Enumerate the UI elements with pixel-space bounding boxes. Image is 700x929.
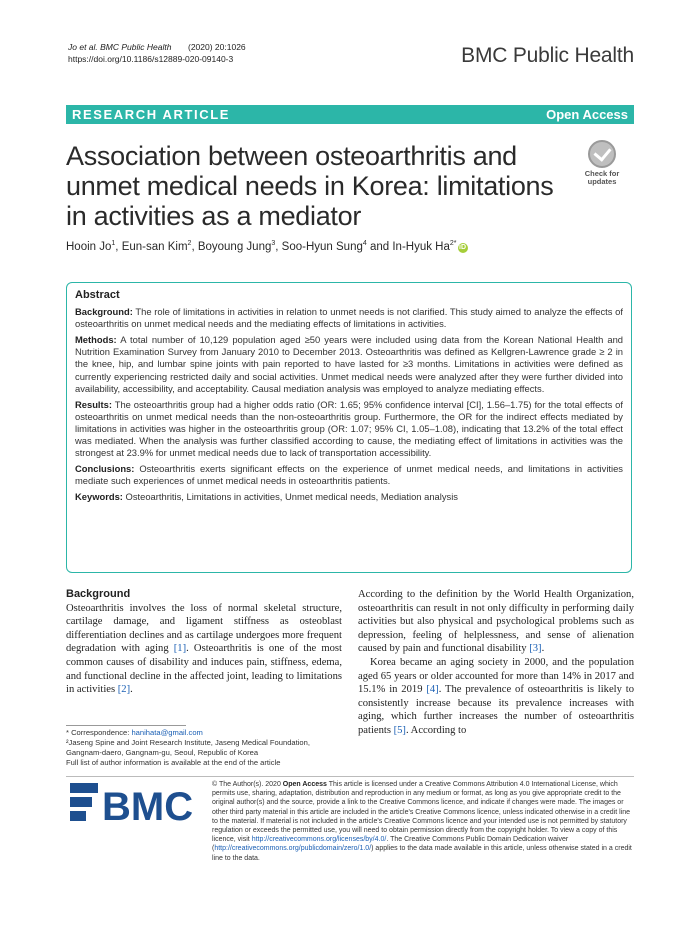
author-affil: 2*	[449, 240, 457, 247]
author-name: Eun-san Kim	[121, 240, 188, 253]
body-column-right	[358, 588, 634, 738]
body-column-left	[66, 588, 342, 697]
abstract-conclusions: Conclusions: Osteoarthritis exerts significant effects on the experience of unmet medical needs, and limitations in activities mediate such experiences of unmet medical needs in osteoarthritis patients.	[75, 463, 623, 487]
author-affil: 2	[187, 240, 192, 247]
citation-authors: Jo et al. BMC Public Health	[68, 42, 172, 52]
bmc-logo-bar	[70, 783, 98, 793]
abstract-keywords: Keywords: Osteoarthritis, Limitations in activities, Unmet medical needs, Mediation analysis	[75, 491, 458, 503]
citation-link[interactable]: [5]	[393, 724, 406, 736]
abstract-results: Results: The osteoarthritis group had a higher odds ratio (OR: 1.65; 95% confidence interval [CI], 1.56–1.75) for the total effects of osteoarthritis on unmet medical needs than the non-osteoarthritis group. Furthermore, the OR for the indirect effects mediated by limitations in activities was higher in the osteoarthritis group (OR: 1.07; 95% CI, 1.05–1.08), indicating that 13.2% of the total effect was mediated. When the analysis was further classified according to cause, the mediating effect of limitations in activities was the strongest at 23.9% for unmet medical needs due to lack of transportation accessibility.	[75, 398, 623, 459]
waiver-link[interactable]: http://creativecommons.org/publicdomain/zero/1.0/	[214, 845, 372, 853]
bmc-logo	[70, 783, 196, 827]
check-for-updates-badge[interactable]	[576, 140, 628, 192]
citation-link[interactable]: [1]	[173, 643, 187, 655]
citation-link[interactable]: [3]	[529, 643, 542, 655]
affiliation: ²Jaseng Spine and Joint Research Institute, Jaseng Medical Foundation, Gangnam-daero, Gangnam-gu, Seoul, Republic of Korea	[66, 738, 310, 757]
journal-name: BMC Public Health	[461, 44, 634, 67]
body-paragraph: According to the definition by the World Health Organization, osteoarthritis can result in not only difficulty in performing daily activities but also physical and psychological problems such as depression, feeling of helplessness, and sense of alienation caused by pain and functional disability [3].	[358, 589, 634, 655]
author-affil: 4	[362, 240, 367, 247]
article-type: RESEARCH ARTICLE	[72, 107, 231, 122]
license-text: © The Author(s). 2020 Open Access This article is licensed under a Creative Commons Attribution 4.0 International License, which permits use, sharing, adaptation, distribution and reproduction in any medium or format, as long as you give appropriate credit to the original author(s) and the source, provide a link to the Creative Commons licence, and indicate if changes were made. The images or other third party material in this article are included in the article's Creative Commons licence, unless indicated otherwise in a credit line to the material. If material is not included in the article's Creative Commons licence and your intended use is not permitted by statutory regulation or exceeds the permitted use, you will need to obtain permission directly from the copyright holder. To view a copy of this licence, visit http://creativecommons.org/licenses/by/4.0/. The Creative Commons Public Domain Dedication waiver (http://creativecommons.org/publicdomain/zero/1.0/) applies to the data made available in this article, unless otherwise stated in a credit line to the data.	[212, 781, 632, 862]
citation-link[interactable]: [2]	[117, 684, 131, 696]
citation-meta	[68, 41, 246, 65]
author-list: Hooin Jo$^1$, Eun-san Kim$^2$, Boyoung Jung$^3$, Soo-Hyun Sung$^4$ and In-Hyuk $Ha^{2*}iD$	[66, 240, 467, 253]
author-name: In-Hyuk Ha	[392, 240, 450, 253]
body-paragraph: Osteoarthritis involves the loss of normal skeletal structure, cartilage damage, and ligament stiffness as osteoblast differentiation declines and as cartilage undergoes more frequent degradation with aging [1]. Osteoarthritis is one of the most common causes of disability and induces pain, stiffness, edema, and functional decline in the affected joint, leading to limitations in activities [2].	[66, 602, 342, 696]
abstract-box	[66, 282, 632, 573]
license-link[interactable]: http://creativecommons.org/licenses/by/4.0/	[251, 836, 387, 844]
footnote-divider	[66, 725, 186, 726]
body-paragraph: Korea became an aging society in 2000, and the population aged 65 years or older accounted for more than 14% in 2017 and 15.1% in 2019 [4]. The prevalence of osteoarthritis is likely to consistently increase because its prevalence increases with aging, which further increases the number of osteoarthritis patients [5]. According to	[358, 656, 634, 736]
orcid-icon[interactable]: iD	[459, 243, 467, 251]
open-access-label: Open Access	[546, 107, 628, 122]
abstract-background: Background: The role of limitations in activities in relation to unmet needs is not clarified. This study aimed to analyze the effects of osteoarthritis on unmet medical needs and the mediating effects of limitations in activities.	[75, 306, 623, 330]
citation-link[interactable]: [4]	[426, 684, 439, 696]
article-type-bar	[66, 105, 634, 124]
doi-link[interactable]: https://doi.org/10.1186/s12889-020-09140-3	[68, 54, 234, 64]
bmc-logo-bar	[70, 797, 92, 807]
author-name: Hooin Jo	[66, 240, 112, 253]
footnote: * Correspondence: hanihata@gmail.com ²Jaseng Spine and Joint Research Institute, Jaseng Medical Foundation, Gangnam-daero, Gangnam-gu, Seoul, Republic of Korea Full list of author information is available at the end of the article	[66, 728, 342, 768]
author-affil: 1	[111, 240, 116, 247]
license-divider	[66, 776, 634, 777]
author-affil: 3	[271, 240, 276, 247]
abstract-methods: Methods: A total number of 10,129 population aged ≥50 years were included using data from the Korean National Health and Nutrition Examination Survey from January 2010 to December 2013. Osteoarthritis was defined as Kellgren-Lawrence grade ≥ 2 in the knee, hip, and lumbar spine joints with pain reported to have lasted for ≥3 months. Limitations in activities were defined as currently experiencing restricted daily and social activities. Unmet medical needs were analyzed after they were further divided into availability, accessibility, and acceptability. Causal mediation analysis was employed to analyze mediating effects.	[75, 334, 623, 394]
author-name: Boyoung Jung	[197, 240, 272, 253]
check-badge-line1: Check for	[584, 169, 620, 178]
citation-year: (2020) 20:1026	[188, 42, 246, 52]
author-name: Soo-Hyun Sung	[281, 240, 363, 253]
bmc-logo-bar	[70, 811, 86, 821]
article-title: Association between osteoarthritis and unmet medical needs in Korea: limitations in activities as a mediator	[66, 141, 554, 231]
check-badge-line2: updates	[587, 177, 617, 186]
check-icon	[588, 140, 616, 168]
author-info-note: Full list of author information is available at the end of the article	[66, 758, 281, 767]
section-heading: Background	[66, 588, 131, 600]
bmc-logo-text: BMC	[102, 785, 194, 827]
correspondence-email-link[interactable]: hanihata@gmail.com	[131, 728, 203, 737]
abstract-heading: Abstract	[75, 289, 120, 301]
